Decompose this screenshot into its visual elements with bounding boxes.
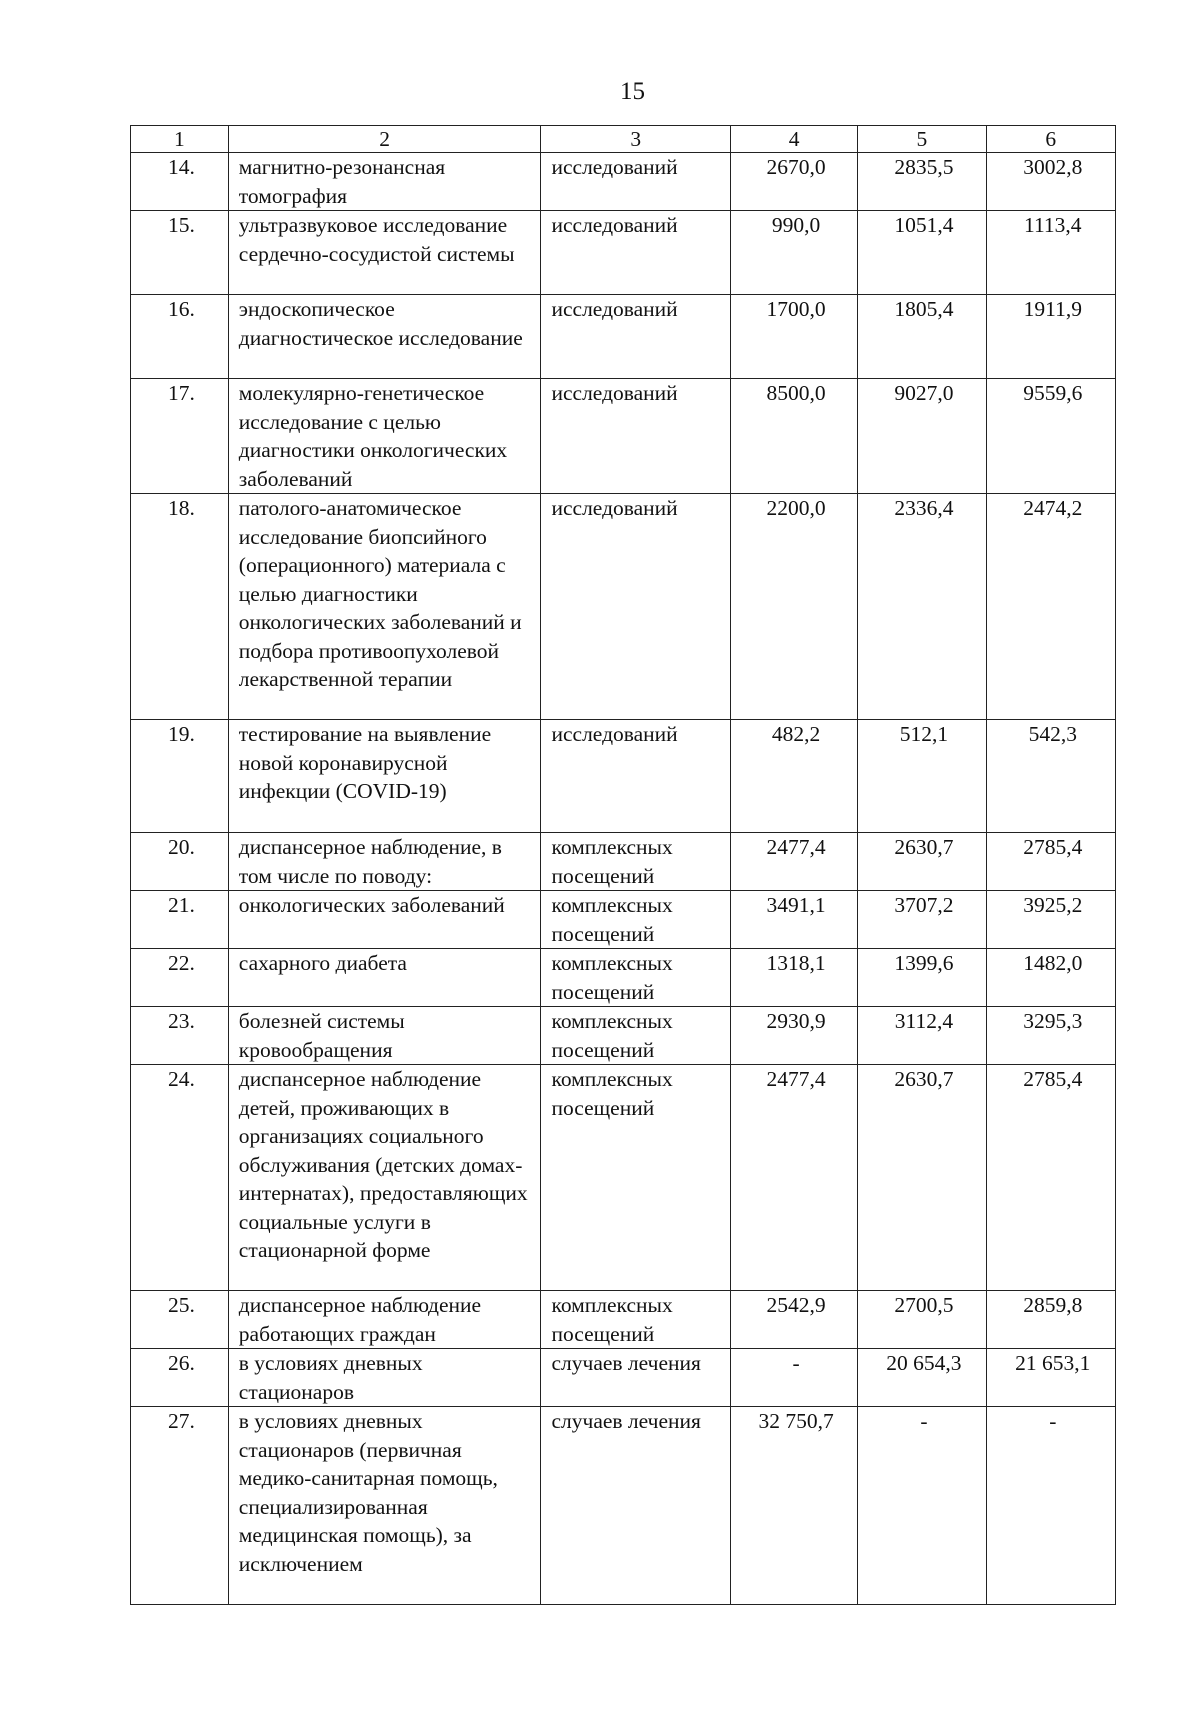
value-col6: 1482,0 xyxy=(986,949,1115,1007)
row-unit: комплексных посещений xyxy=(541,833,730,891)
value-col5: 2835,5 xyxy=(858,153,986,211)
table-row xyxy=(131,1007,1116,1065)
table-row xyxy=(131,211,1116,295)
table-row xyxy=(131,833,1116,891)
value-col6: - xyxy=(986,1407,1115,1605)
row-unit: исследований xyxy=(541,494,730,720)
value-col6: 9559,6 xyxy=(986,379,1115,494)
value-col4: 2477,4 xyxy=(730,1065,857,1291)
value-col6: 2859,8 xyxy=(986,1291,1115,1349)
value-col4: 2542,9 xyxy=(730,1291,857,1349)
value-col5: 1805,4 xyxy=(858,295,986,379)
value-col5: 2336,4 xyxy=(858,494,986,720)
row-number: 21. xyxy=(131,891,229,949)
row-name: диспансерное наблюдение работающих граждан xyxy=(228,1291,541,1349)
row-number: 24. xyxy=(131,1065,229,1291)
row-name: сахарного диабета xyxy=(228,949,541,1007)
value-col5: 3112,4 xyxy=(858,1007,986,1065)
row-unit: комплексных посещений xyxy=(541,1291,730,1349)
value-col6: 1113,4 xyxy=(986,211,1115,295)
value-col4: 1318,1 xyxy=(730,949,857,1007)
table-row xyxy=(131,891,1116,949)
column-header-2: 2 xyxy=(228,126,541,153)
row-name: эндоскопическое диагностическое исследование xyxy=(228,295,541,379)
value-col6: 2785,4 xyxy=(986,1065,1115,1291)
value-col4: 990,0 xyxy=(730,211,857,295)
value-col5: 1399,6 xyxy=(858,949,986,1007)
table-row xyxy=(131,1065,1116,1291)
table-row xyxy=(131,494,1116,720)
table-row xyxy=(131,1349,1116,1407)
header-row xyxy=(131,126,1116,153)
table-row xyxy=(131,720,1116,833)
row-number: 26. xyxy=(131,1349,229,1407)
row-name: ультразвуковое исследование сердечно-сосудистой системы xyxy=(228,211,541,295)
tariff-table xyxy=(130,125,1116,1605)
row-name: болезней системы кровообращения xyxy=(228,1007,541,1065)
row-unit: комплексных посещений xyxy=(541,1007,730,1065)
value-col4: 2670,0 xyxy=(730,153,857,211)
value-col5: 1051,4 xyxy=(858,211,986,295)
row-unit: комплексных посещений xyxy=(541,891,730,949)
row-name: онкологических заболеваний xyxy=(228,891,541,949)
row-number: 16. xyxy=(131,295,229,379)
row-name: магнитно-резонансная томография xyxy=(228,153,541,211)
row-unit: исследований xyxy=(541,295,730,379)
row-number: 25. xyxy=(131,1291,229,1349)
column-header-6: 6 xyxy=(986,126,1115,153)
table-row xyxy=(131,949,1116,1007)
column-header-4: 4 xyxy=(730,126,857,153)
value-col6: 3002,8 xyxy=(986,153,1115,211)
page-number: 15 xyxy=(620,78,645,105)
row-unit: случаев лечения xyxy=(541,1349,730,1407)
table-row xyxy=(131,379,1116,494)
row-name: диспансерное наблюдение, в том числе по поводу: xyxy=(228,833,541,891)
value-col4: 8500,0 xyxy=(730,379,857,494)
value-col4: 2930,9 xyxy=(730,1007,857,1065)
row-number: 18. xyxy=(131,494,229,720)
value-col6: 542,3 xyxy=(986,720,1115,833)
row-name: в условиях дневных стационаров (первичная медико-санитарная помощь, специализированная медицинская помощь), за исключением xyxy=(228,1407,541,1605)
value-col5: - xyxy=(858,1407,986,1605)
value-col5: 20 654,3 xyxy=(858,1349,986,1407)
row-unit: исследований xyxy=(541,720,730,833)
value-col4: - xyxy=(730,1349,857,1407)
value-col5: 2630,7 xyxy=(858,833,986,891)
row-name: тестирование на выявление новой коронавирусной инфекции (COVID-19) xyxy=(228,720,541,833)
row-number: 14. xyxy=(131,153,229,211)
value-col6: 2785,4 xyxy=(986,833,1115,891)
value-col4: 482,2 xyxy=(730,720,857,833)
row-number: 22. xyxy=(131,949,229,1007)
row-name: молекулярно-генетическое исследование с целью диагностики онкологических заболеваний xyxy=(228,379,541,494)
value-col4: 2200,0 xyxy=(730,494,857,720)
column-header-3: 3 xyxy=(541,126,730,153)
row-number: 17. xyxy=(131,379,229,494)
row-unit: комплексных посещений xyxy=(541,949,730,1007)
row-unit: исследований xyxy=(541,211,730,295)
row-number: 27. xyxy=(131,1407,229,1605)
value-col6: 1911,9 xyxy=(986,295,1115,379)
row-name: в условиях дневных стационаров xyxy=(228,1349,541,1407)
value-col4: 1700,0 xyxy=(730,295,857,379)
value-col6: 2474,2 xyxy=(986,494,1115,720)
row-unit: случаев лечения xyxy=(541,1407,730,1605)
row-unit: исследований xyxy=(541,153,730,211)
value-col6: 3925,2 xyxy=(986,891,1115,949)
row-unit: комплексных посещений xyxy=(541,1065,730,1291)
value-col5: 2700,5 xyxy=(858,1291,986,1349)
value-col5: 9027,0 xyxy=(858,379,986,494)
value-col4: 32 750,7 xyxy=(730,1407,857,1605)
value-col5: 3707,2 xyxy=(858,891,986,949)
row-number: 19. xyxy=(131,720,229,833)
column-header-1: 1 xyxy=(131,126,229,153)
value-col4: 2477,4 xyxy=(730,833,857,891)
table-row xyxy=(131,153,1116,211)
value-col6: 3295,3 xyxy=(986,1007,1115,1065)
row-number: 23. xyxy=(131,1007,229,1065)
row-number: 20. xyxy=(131,833,229,891)
table-row xyxy=(131,1291,1116,1349)
row-number: 15. xyxy=(131,211,229,295)
value-col4: 3491,1 xyxy=(730,891,857,949)
value-col5: 512,1 xyxy=(858,720,986,833)
value-col6: 21 653,1 xyxy=(986,1349,1115,1407)
row-name: патолого-анатомическое исследование биопсийного (операционного) материала с целью диагностики онкологических заболеваний и подбора противоопухолевой лекарственной терапии xyxy=(228,494,541,720)
table-row xyxy=(131,1407,1116,1605)
column-header-5: 5 xyxy=(858,126,986,153)
row-name: диспансерное наблюдение детей, проживающих в организациях социального обслуживания (детских домах-интернатах), предоставляющих социальные услуги в стационарной форме xyxy=(228,1065,541,1291)
value-col5: 2630,7 xyxy=(858,1065,986,1291)
row-unit: исследований xyxy=(541,379,730,494)
table-row xyxy=(131,295,1116,379)
